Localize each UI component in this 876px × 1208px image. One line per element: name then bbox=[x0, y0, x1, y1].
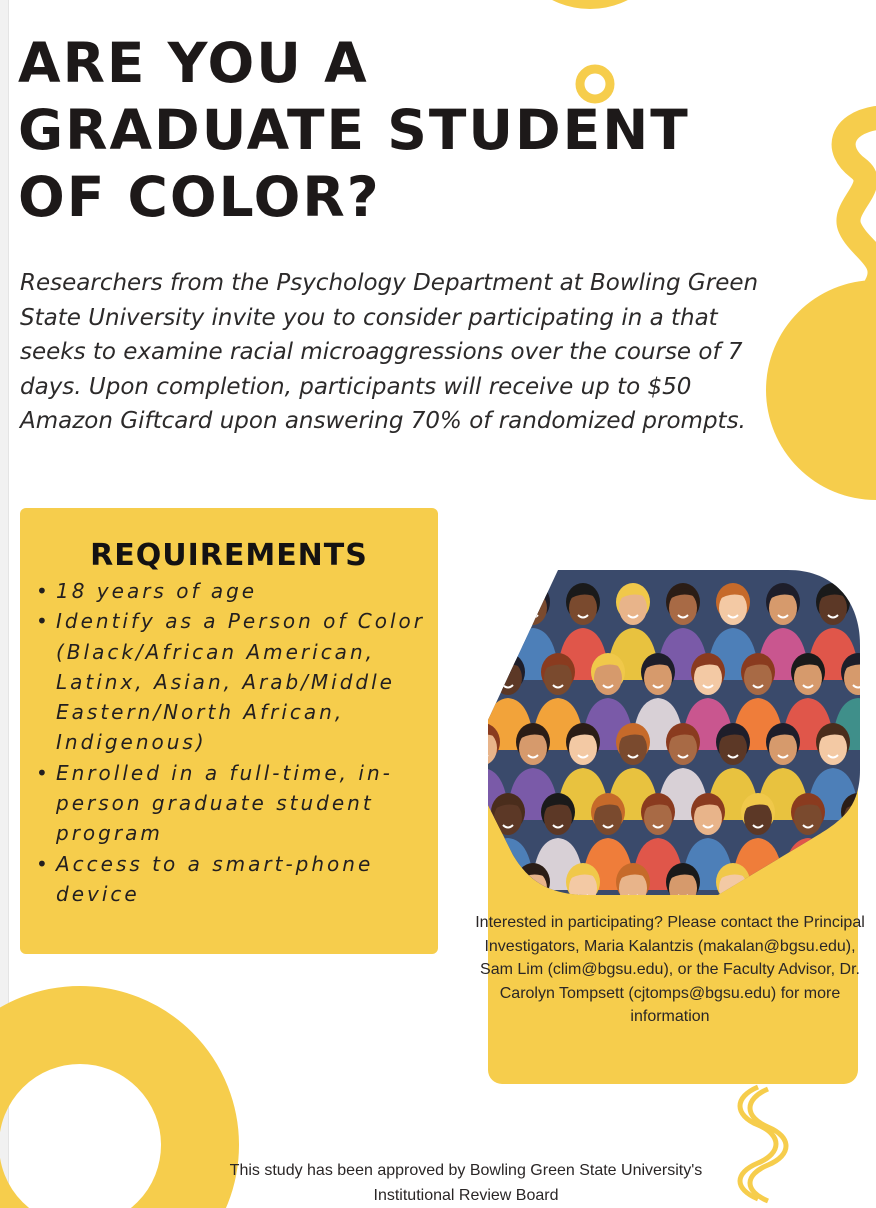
headline bbox=[18, 30, 690, 231]
requirement-item bbox=[34, 758, 432, 849]
irb-line-1: This study has been approved by Bowling Green State University's bbox=[229, 1162, 703, 1179]
requirements-title: REQUIREMENTS bbox=[90, 538, 368, 573]
bullet-icon: • bbox=[36, 760, 51, 785]
bullet-icon: • bbox=[36, 609, 51, 634]
intro-paragraph: Researchers from the Psychology Department at Bowling Green State University invite you to consider participating in a that seeks to examine racial microaggressions over the course of 7 days. Upon completion, participants will receive up to $50 Amazon Giftcard upon answering 70% of randomized prompts. bbox=[20, 270, 759, 434]
requirement-text: 18 years of age bbox=[56, 579, 258, 603]
headline-line-3: OF COLOR? bbox=[18, 165, 381, 229]
requirement-text: Enrolled in a full-time, in-person graduate student program bbox=[56, 760, 393, 846]
requirement-item bbox=[34, 849, 432, 910]
crowd-illustration bbox=[488, 570, 860, 895]
requirement-item bbox=[34, 606, 432, 757]
requirements-box bbox=[20, 508, 438, 954]
irb-line-2: Institutional Review Board bbox=[373, 1187, 559, 1204]
bullet-icon: • bbox=[36, 851, 51, 876]
requirements-list bbox=[34, 576, 432, 909]
requirement-text: Access to a smart-phone device bbox=[56, 851, 374, 906]
irb-approval-note bbox=[110, 1158, 822, 1208]
requirement-item bbox=[34, 576, 432, 606]
bullet-icon: • bbox=[36, 579, 51, 603]
headline-line-1: ARE YOU A bbox=[18, 31, 369, 95]
contact-text: Interested in participating? Please contact the Principal Investigators, Maria Kalantzis (makalan@bgsu.edu), Sam Lim (clim@bgsu.edu), or the Faculty Advisor, Dr. Carolyn Tompsett (cjtomps@bgsu.edu) for more information bbox=[475, 914, 865, 1025]
right-wave-decoration bbox=[820, 110, 876, 290]
headline-line-2: GRADUATE STUDENT bbox=[18, 98, 690, 162]
requirement-text: Identify as a Person of Color (Black/African American, Latinx, Asian, Arab/Middle Eastern/North African, Indigenous) bbox=[56, 609, 425, 755]
